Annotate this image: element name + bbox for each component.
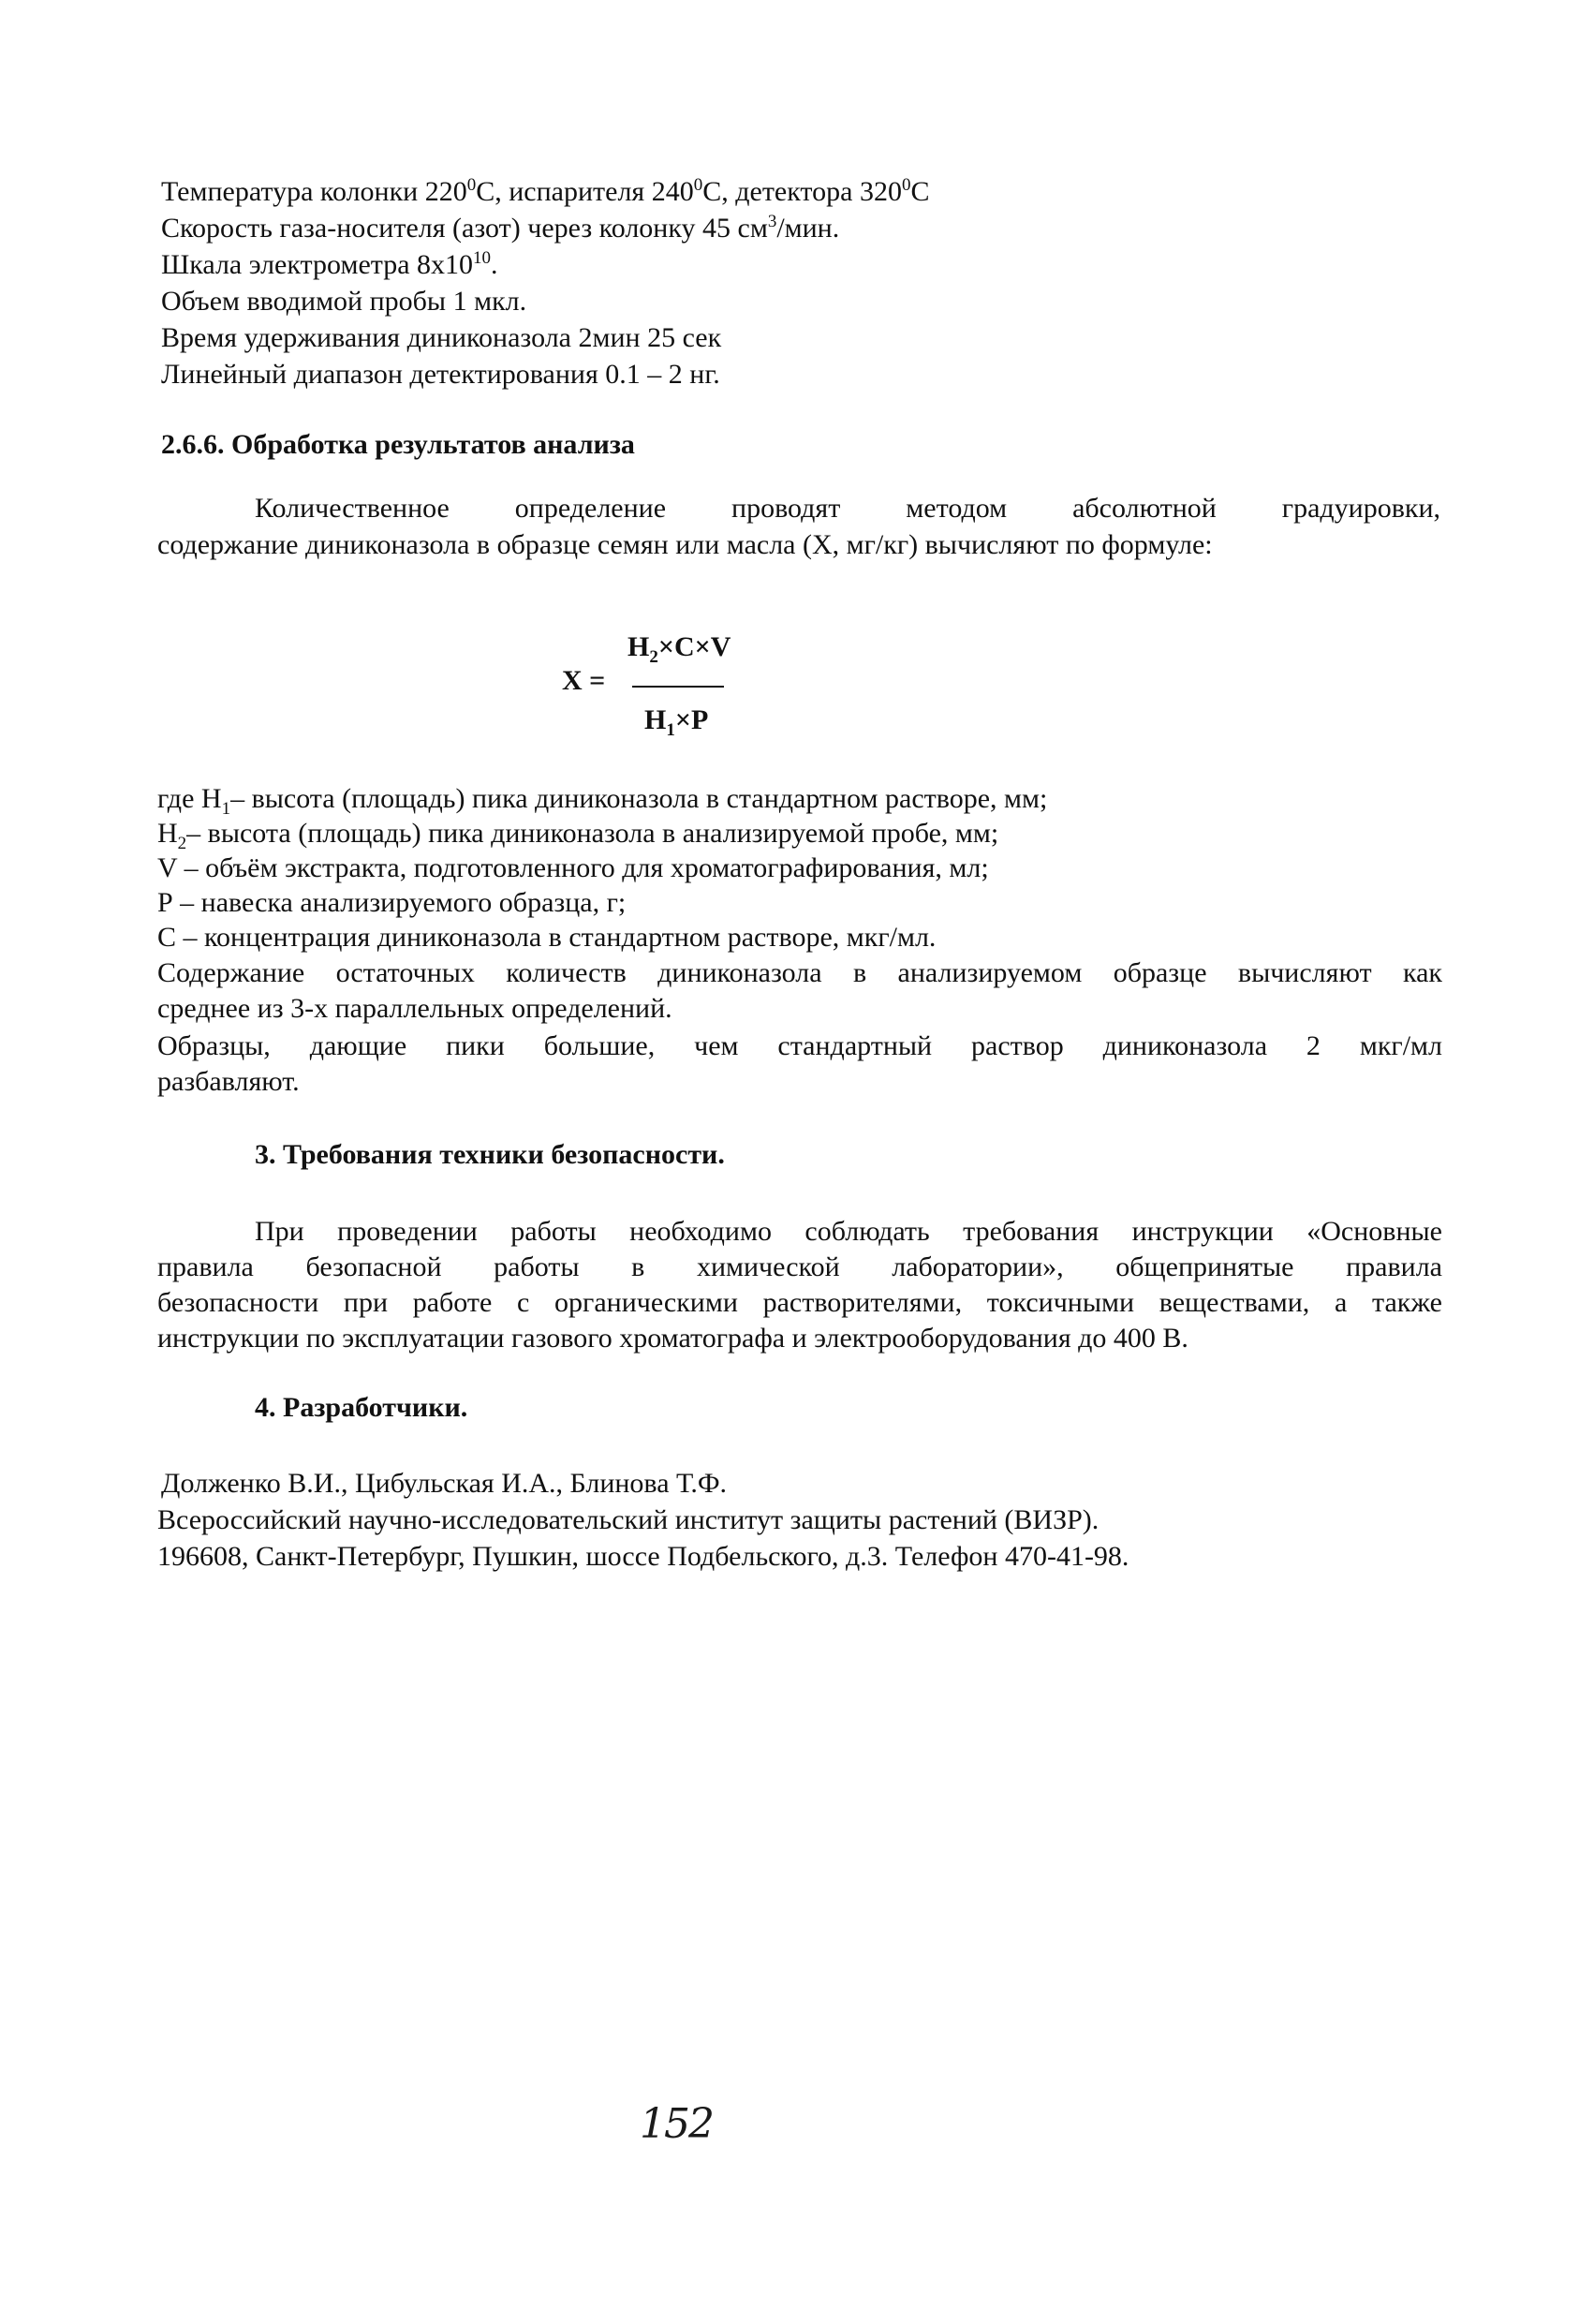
degree-sup: 0 [466, 175, 477, 195]
exponent-sup: 3 [767, 212, 777, 231]
formula-symbol: ×C×V [657, 631, 731, 662]
formula-subscript: 2 [649, 647, 658, 667]
formula-symbol: ×P [674, 704, 709, 735]
exponent-sup: 10 [473, 248, 492, 268]
paragraph-line: Содержание остаточных количеств диниконазола в анализируемом образце вычисляют как [157, 957, 1442, 988]
formula-subscript: 1 [666, 720, 675, 740]
degree-sup: 0 [901, 175, 911, 195]
subscript: 2 [177, 834, 187, 853]
fraction-bar [632, 686, 724, 688]
text-fragment: где H [157, 783, 222, 814]
formula-denominator [644, 704, 709, 740]
formula-numerator [627, 631, 731, 667]
section-heading-safety: 3. Требования техники безопасности. [255, 1139, 725, 1170]
text-fragment: Температура колонки 220 [161, 176, 467, 207]
formula [562, 618, 768, 749]
institute-line: Всероссийский научно-исследовательский институт защиты растений (ВИЗР). [157, 1504, 1100, 1535]
definition-v: V – объём экстракта, подготовленного для хроматографирования, мл; [157, 852, 989, 883]
page-number: 152 [640, 2100, 713, 2148]
degree-sup: 0 [693, 175, 703, 195]
paragraph-line: содержание диниконазола в образце семян или масла (Х, мг/кг) вычисляют по формуле: [157, 529, 1213, 560]
text-fragment: – высота (площадь) пика диниконазола в стандартном растворе, мм; [230, 783, 1048, 814]
section-heading-developers: 4. Разработчики. [255, 1392, 468, 1423]
paragraph-line: При проведении работы необходимо соблюдать требования инструкции «Основные [255, 1216, 1442, 1247]
column-temperature-line [161, 174, 929, 210]
linear-range-line: Линейный диапазон детектирования 0.1 – 2 нг. [161, 359, 720, 390]
definition-p: Р – навеска анализируемого образца, г; [157, 887, 627, 918]
text-fragment: С [910, 176, 930, 207]
text-fragment: – высота (площадь) пика диниконазола в анализируемой пробе, мм; [186, 818, 999, 849]
definition-h2 [157, 816, 998, 851]
paragraph-line: Образцы, дающие пики большие, чем стандартный раствор диниконазола 2 мкг/мл [157, 1030, 1442, 1061]
text-fragment: Шкала электрометра 8х10 [161, 249, 474, 280]
retention-time-line: Время удерживания диниконазола 2мин 25 сек [161, 322, 722, 353]
sample-volume-line: Объем вводимой пробы 1 мкл. [161, 286, 527, 317]
paragraph-line: безопасности при работе с органическими растворителями, токсичными веществами, а также [157, 1287, 1442, 1318]
formula-symbol: H [644, 704, 667, 735]
text-fragment: H [157, 818, 178, 849]
paragraph-line: правила безопасной работы в химической лаборатории», общепринятые правила [157, 1251, 1442, 1282]
paragraph-line: среднее из 3-х параллельных определений. [157, 993, 672, 1024]
address-line: 196608, Санкт-Петербург, Пушкин, шоссе Подбельского, д.3. Телефон 470-41-98. [157, 1541, 1129, 1572]
carrier-gas-line [161, 211, 839, 246]
subscript: 1 [221, 799, 231, 819]
paragraph-line: разбавляют. [157, 1066, 300, 1097]
formula-symbol: H [627, 631, 650, 662]
authors-line: Долженко В.И., Цибульская И.А., Блинова Т.Ф. [161, 1468, 728, 1499]
text-fragment: Скорость газа-носителя (азот) через колонку 45 см [161, 213, 768, 244]
text-fragment: . [491, 249, 498, 280]
paragraph-line: инструкции по эксплуатации газового хроматографа и электрооборудования до 400 В. [157, 1323, 1188, 1354]
text-fragment: /мин. [776, 213, 840, 244]
definition-c: С – концентрация диниконазола в стандартном растворе, мкг/мл. [157, 922, 937, 953]
definition-h1 [157, 781, 1047, 817]
paragraph-line: Количественное определение проводят методом абсолютной градуировки, [255, 493, 1440, 524]
electrometer-scale-line [161, 247, 498, 283]
section-heading-results: 2.6.6. Обработка результатов анализа [161, 429, 635, 460]
text-fragment: С, детектора 320 [702, 176, 902, 207]
formula-lhs: X = [562, 665, 606, 696]
text-fragment: С, испарителя 240 [476, 176, 694, 207]
